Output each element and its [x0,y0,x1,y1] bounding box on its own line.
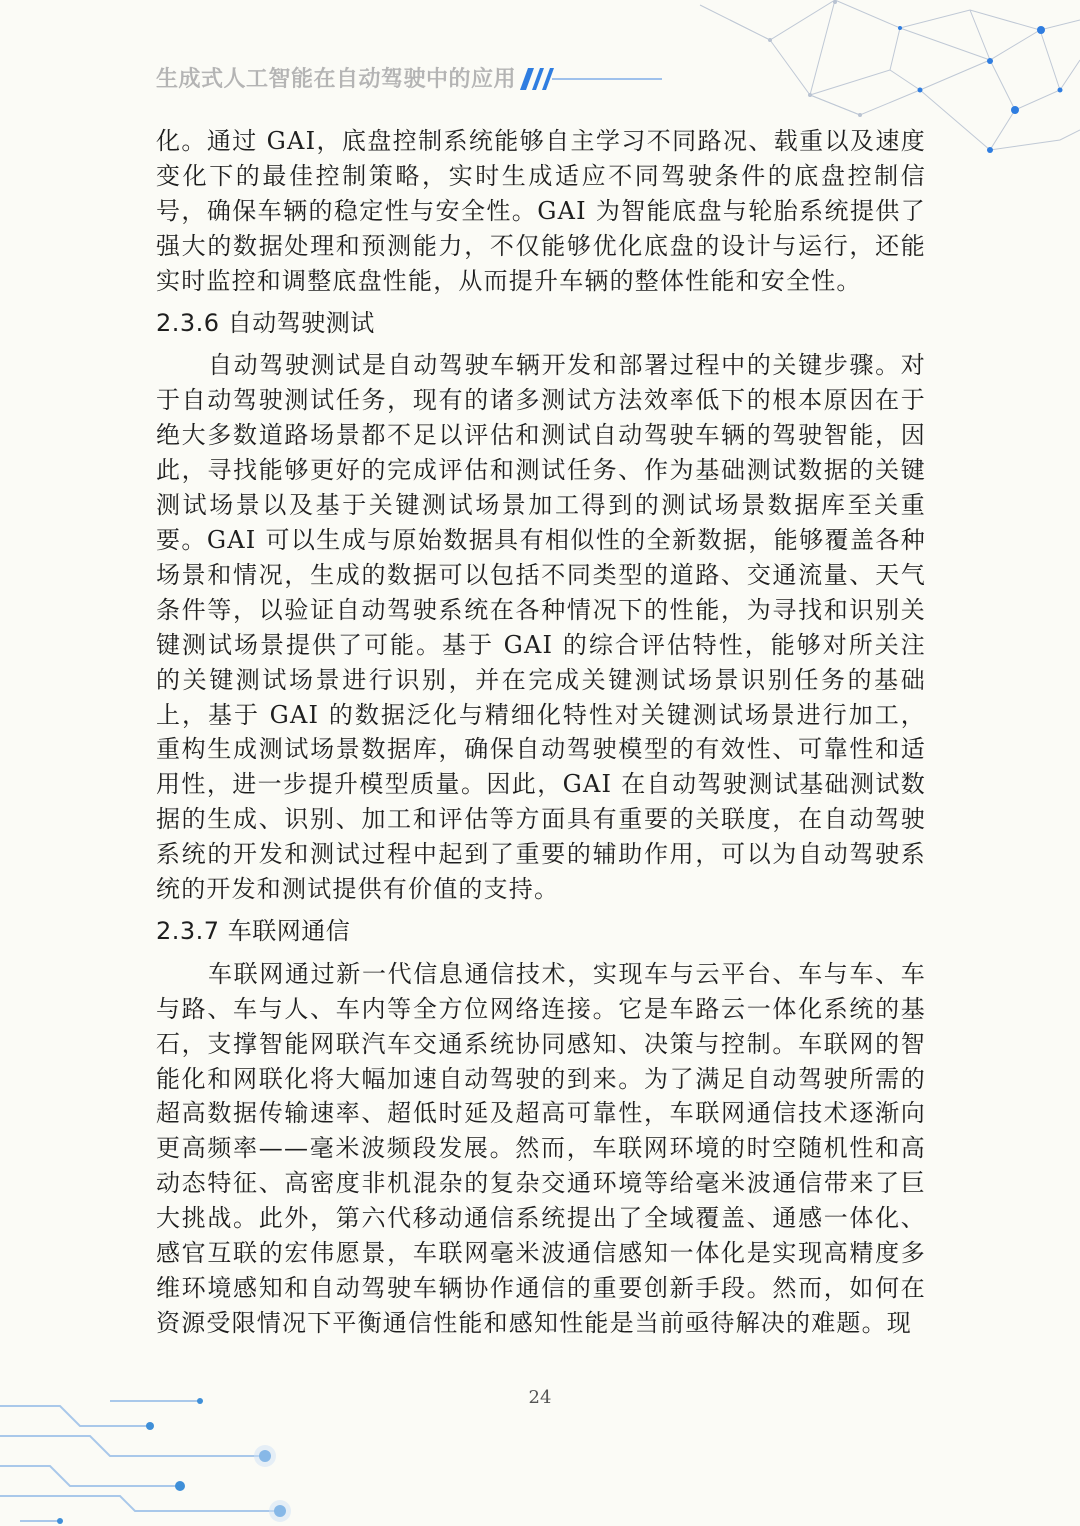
page-number: 24 [528,1387,552,1408]
section-paragraph-testing: 自动驾驶测试是自动驾驶车辆开发和部署过程中的关键步骤。对于自动驾驶测试任务，现有的诸多测试方法效率低下的根本原因在于绝大多数道路场景都不足以评估和测试自动驾驶车辆的驾驶智能，因此，寻找能够更好的完成评估和测试任务、作为基础测试数据的关键测试场景以及基于关键测试场景加工得到的测试场景数据库至关重 要。GAI 可以生成与原始数据具有相似性的全新数据，能够覆盖各种场景和情况，生成的数据可以包括不同类型的道路、交通流量、天气条件等，以验证自动驾驶系统在各种情况下的性能，为寻找和识别关键测试场景提供了可能。基于 GAI 的综合评估特性，能够对所关注的关键测试场景进行识别，并在完成关键测试场景识别任务的基础上，基于 GAI 的数据泛化与精细化特性对关键测试场景进行加工，重构生成测试场景数据库，确保自动驾驶模型的有效性、可靠性和适用性，进一步提升模型质量。因此，GAI 在自动驾驶测试基础测试数据的生成、识别、加工和评估等方面具有重要的关联度，在自动驾驶系统的开发和测试过程中起到了重要的辅助作用，可以为自动驾驶系统的开发和测试提供有价值的支持。 [156,351,926,904]
section-heading-v2x: 2.3.7 车联网通信 [156,916,351,945]
running-header: 生成式人工智能在自动驾驶中的应用 [156,67,517,92]
section-heading-testing: 2.3.6 自动驾驶测试 [156,308,375,337]
main-content [156,124,926,1341]
circuit-decoration-icon [0,1376,300,1526]
slanted-stripes-icon [512,66,662,92]
intro-paragraph: 化。通过 GAI，底盘控制系统能够自主学习不同路况、载重以及速度变化下的最佳控制策略，实时生成适应不同驾驶条件的底盘控制信号，确保车辆的稳定性与安全性。GAI 为智能底盘与轮胎系统提供了强大的数据处理和预测能力，不仅能够优化底盘的设计与运行，还能实时监控和调整底盘性能，从而提升车辆的整体性能和安全性。 [156,127,926,295]
section-paragraph-v2x: 车联网通过新一代信息通信技术，实现车与云平台、车与车、车与路、车与人、车内等全方位网络连接。它是车路云一体化系统的基石，支撑智能网联汽车交通系统协同感知、决策与控制。车联网的智能化和网联化将大幅加速自动驾驶的到来。为了满足自动驾驶所需的超高数据传输速率、超低时延及超高可靠性，车联网通信技术逐渐向更高频率——毫米波频段发展。然而，车联网环境的时空随机性和高动态特征、高密度非机混杂的复杂交通环境等给毫米波通信带来了巨大挑战。此外，第六代移动通信系统提出了全域覆盖、通感一体化、感官互联的宏伟愿景，车联网毫米波通信感知一体化是实现高精度多维环境感知和自动驾驶车辆协作通信的重要创新手段。然而，如何在资源受限情况下平衡通信性能和感知性能是当前亟待解决的难题。现 [156,959,926,1337]
